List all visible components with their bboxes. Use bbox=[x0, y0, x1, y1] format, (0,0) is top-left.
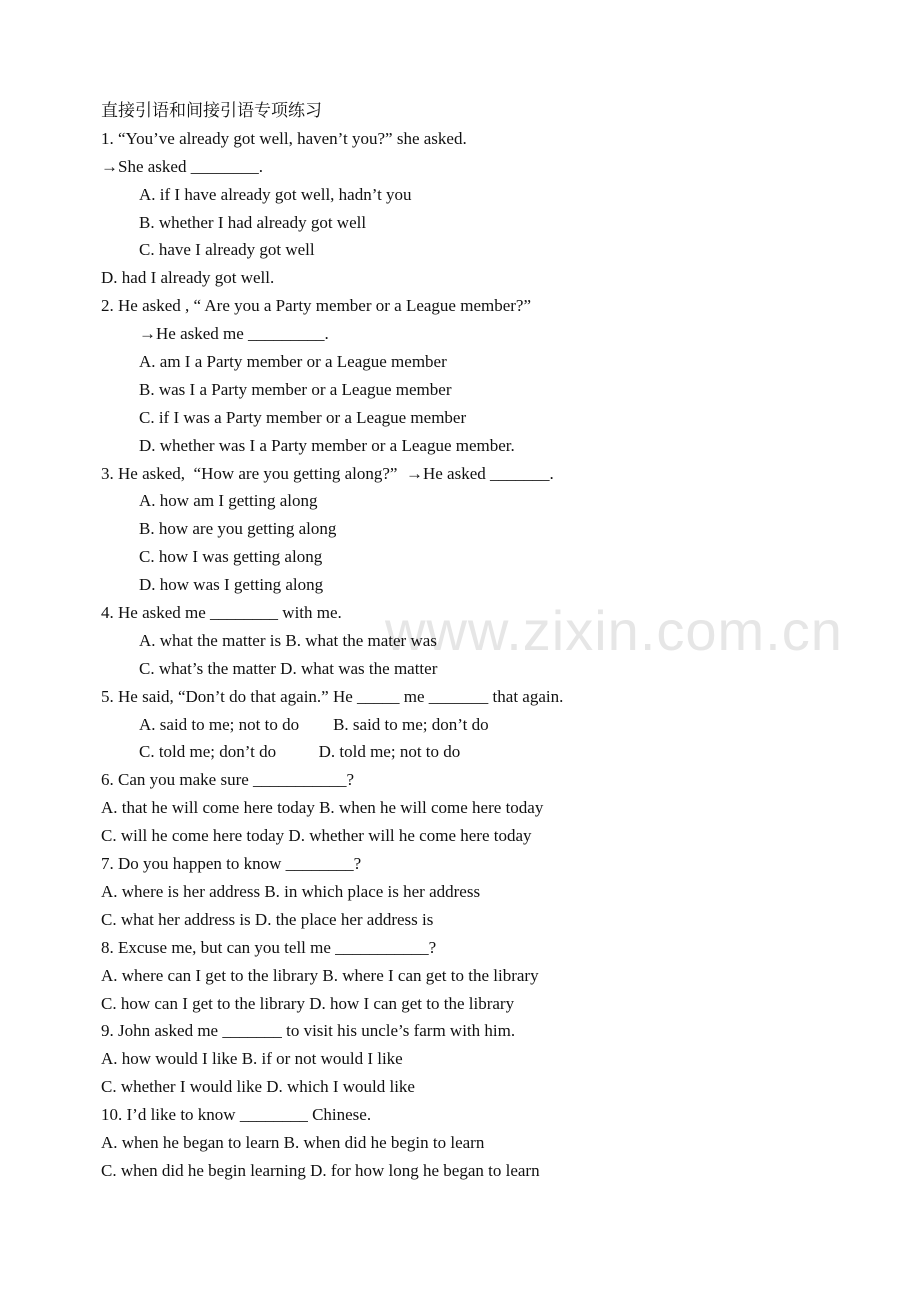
question-list bbox=[101, 125, 881, 1185]
document-line: A. am I a Party member or a League member bbox=[139, 352, 447, 372]
document-line: C. whether I would like D. which I would like bbox=[101, 1077, 415, 1097]
document-line: C. will he come here today D. whether will he come here today bbox=[101, 826, 532, 846]
document-line: 10. I’d like to know ________ Chinese. bbox=[101, 1105, 372, 1125]
document-line: A. when he began to learn B. when did he begin to learn bbox=[101, 1132, 485, 1152]
document-line: A. where is her address B. in which place is her address bbox=[101, 881, 481, 901]
document-line: A. what the matter is B. what the mater was bbox=[139, 630, 437, 650]
document-line: B. how are you getting along bbox=[139, 519, 337, 539]
document-line: C. what her address is D. the place her address is bbox=[101, 909, 434, 929]
document-line: A. how am I getting along bbox=[139, 491, 318, 511]
document-line: D. how was I getting along bbox=[139, 575, 324, 595]
document-line: A. how would I like B. if or not would I like bbox=[101, 1049, 403, 1069]
document-line: C. how I was getting along bbox=[139, 547, 323, 567]
document-line: D. whether was I a Party member or a League member. bbox=[139, 435, 515, 455]
document-line: 2. He asked , “ Are you a Party member or a League member?” bbox=[101, 296, 532, 316]
document-line: A. where can I get to the library B. where I can get to the library bbox=[101, 965, 539, 985]
document-title: 直接引语和间接引语专项练习 bbox=[101, 101, 322, 120]
document-line: C. have I already got well bbox=[139, 240, 315, 260]
document-line: A. said to me; not to do B. said to me; don’t do bbox=[139, 714, 489, 734]
document-line: A. if I have already got well, hadn’t you bbox=[139, 184, 412, 204]
document-line: 3. He asked, “How are you getting along?” →He asked _______. bbox=[101, 463, 554, 483]
document-line: 5. He said, “Don’t do that again.” He _____ me _______ that again. bbox=[101, 686, 564, 706]
document-line: C. told me; don’t do D. told me; not to do bbox=[139, 742, 461, 762]
document-line: C. if I was a Party member or a League member bbox=[139, 407, 467, 427]
document-line: 8. Excuse me, but can you tell me ___________? bbox=[101, 937, 437, 957]
watermark: www.zixin.com.cn bbox=[385, 599, 843, 662]
document-line: D. had I already got well. bbox=[101, 268, 275, 288]
document-line: 4. He asked me ________ with me. bbox=[101, 603, 342, 623]
document-line: A. that he will come here today B. when he will come here today bbox=[101, 798, 544, 818]
document-line: →She asked ________. bbox=[101, 156, 263, 176]
document-line: B. was I a Party member or a League member bbox=[139, 379, 452, 399]
document-line: C. what’s the matter D. what was the matter bbox=[139, 658, 438, 678]
document-page bbox=[101, 97, 881, 1185]
document-line: 1. “You’ve already got well, haven’t you?” she asked. bbox=[101, 128, 467, 148]
document-line: C. how can I get to the library D. how I can get to the library bbox=[101, 993, 515, 1013]
document-line: →He asked me _________. bbox=[139, 324, 329, 344]
document-line: 7. Do you happen to know ________? bbox=[101, 854, 362, 874]
document-line: 9. John asked me _______ to visit his uncle’s farm with him. bbox=[101, 1021, 516, 1041]
document-line: B. whether I had already got well bbox=[139, 212, 367, 232]
document-line: C. when did he begin learning D. for how long he began to learn bbox=[101, 1160, 540, 1180]
document-line: 6. Can you make sure ___________? bbox=[101, 770, 355, 790]
